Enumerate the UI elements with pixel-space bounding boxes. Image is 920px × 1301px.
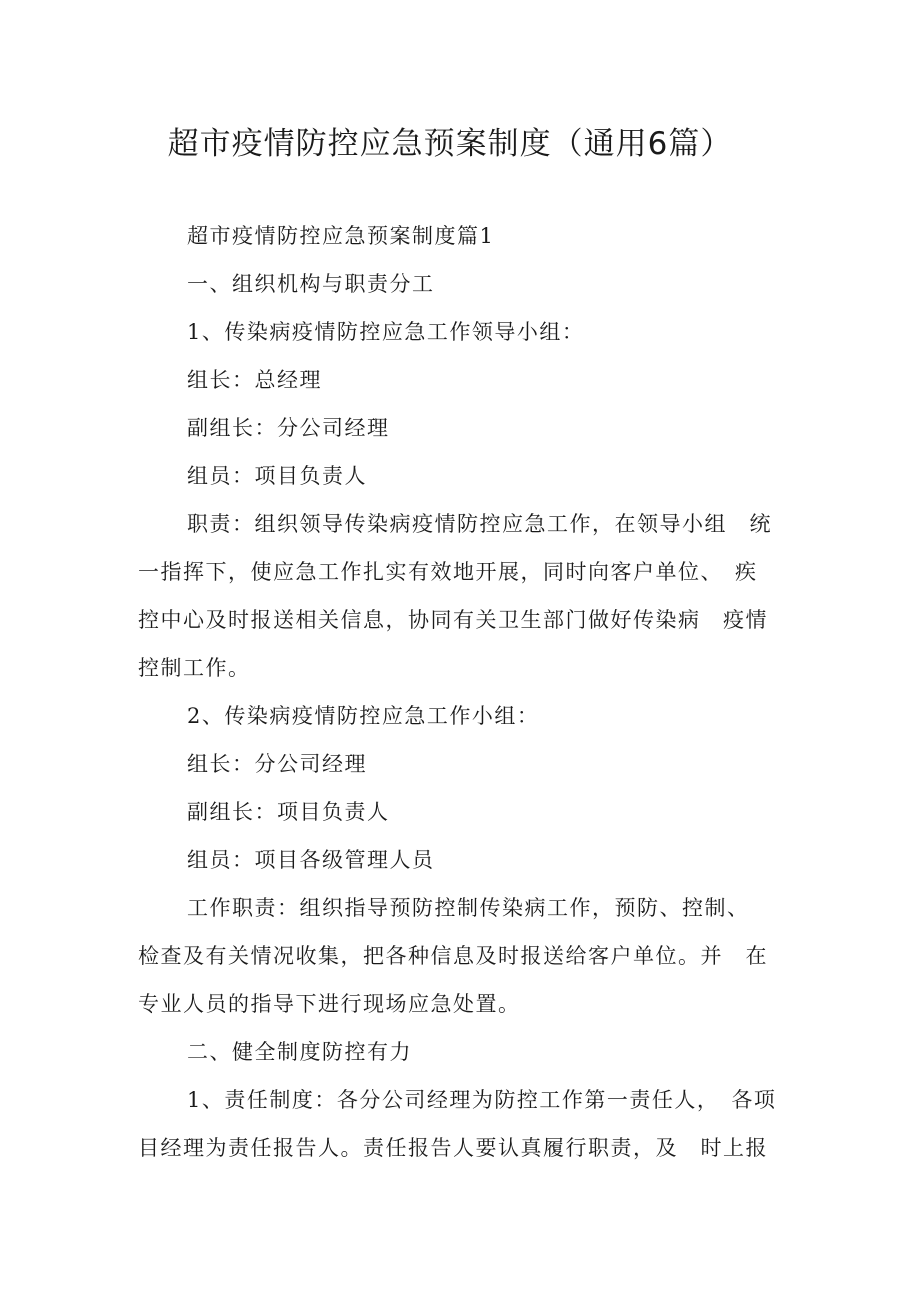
paragraph-line: 一指挥下，使应急工作扎实有效地开展，同时向客户单位、 疾 (138, 560, 758, 584)
paragraph-line: 目经理为责任报告人。责任报告人要认真履行职责，及 时上报 (138, 1136, 768, 1160)
document-title: 超市疫情防控应急预案制度（通用6篇） (167, 126, 733, 162)
paragraph-line: 检查及有关情况收集，把各种信息及时报送给客户单位。并 在 (138, 944, 768, 968)
paragraph-line: 专业人员的指导下进行现场应急处置。 (138, 992, 521, 1016)
paragraph-line: 职责：组织领导传染病疫情防控应急工作，在领导小组 统 (187, 512, 772, 536)
paragraph-line: 组员：项目负责人 (187, 464, 367, 488)
paragraph-line: 1、责任制度：各分公司经理为防控工作第一责任人， 各项 (187, 1088, 777, 1112)
paragraph-line: 组员：项目各级管理人员 (187, 848, 435, 872)
paragraph-line: 副组长：项目负责人 (187, 800, 390, 824)
paragraph-line: 控中心及时报送相关信息，协同有关卫生部门做好传染病 疫情 (138, 608, 768, 632)
paragraph-line: 组长：分公司经理 (187, 752, 367, 776)
paragraph-line: 2、传染病疫情防控应急工作小组： (187, 704, 540, 728)
section-heading: 超市疫情防控应急预案制度篇1 (187, 224, 495, 248)
paragraph-line: 1、传染病疫情防控应急工作领导小组： (187, 320, 585, 344)
subsection-heading: 二、健全制度防控有力 (187, 1040, 412, 1064)
subsection-heading: 一、组织机构与职责分工 (187, 272, 435, 296)
document-body (138, 212, 788, 1172)
paragraph-line: 控制工作。 (138, 656, 251, 680)
paragraph-line: 副组长：分公司经理 (187, 416, 390, 440)
paragraph-line: 组长：总经理 (187, 368, 322, 392)
paragraph-line: 工作职责：组织指导预防控制传染病工作，预防、控制、 (187, 896, 750, 920)
